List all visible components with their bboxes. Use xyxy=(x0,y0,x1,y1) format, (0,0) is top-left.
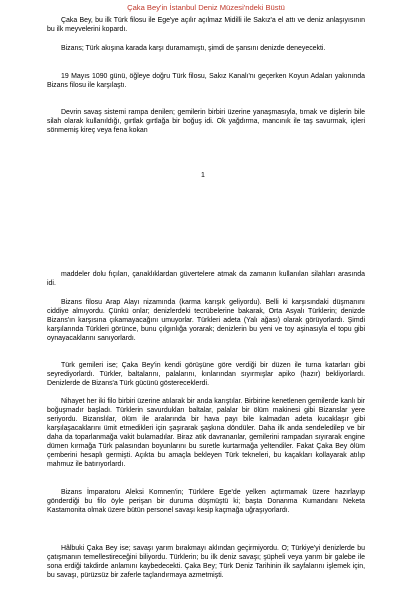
paragraph: Bizans filosu Arap Alayı nizamında (karma karışık geliyordu). Belli ki karşısındaki düşmanını ciddiye almıyordu. Çünkü onlar; denizlerdeki tecrübelerine bakarak, Orta Asyalı Türklerin; denizde Bizans'ın karşısına çıkamayacağını umuyorlar. Türkleri adeta (Yalı ağası) olarak görüyorlardı. Şimdi karşılarında Türkleri görünce, bunu çılgınlığa yorarak; denizlerin bu yeni ve toy aşinasıyla el topu gibi oynayacaklarını sanıyorlardı. xyxy=(47,299,365,342)
page-number: 1 xyxy=(201,172,205,179)
paragraph: Hâlbuki Çaka Bey ise; savaşı yarım bırakmayı aklından geçirmiyordu. O; Türkiye'yi denizlerde bu çatışmanın temellestireceğini biliyordu. Türklerin; bu ilk deniz savaşı; şüpheli veya yarım bir galebe ile sona erdiği takdirde anlamını kaybedecekti. Çaka Bey; Türk Deniz Tarihinin ilk sayfalarını işlemek için, bu savaşı, pürüzsüz bir zaferle taçlandırmaya azmetmişti. xyxy=(47,545,365,579)
paragraph: 19 Mayıs 1090 günü, öğleye doğru Türk filosu, Sakız Kanalı'nı geçerken Koyun Adaları yakınında Bizans filosu ile karşılaştı. xyxy=(47,73,365,89)
paragraph: Bizans; Türk akışına karada karşı duramamıştı, şimdi de şansını denizde deneyecekti. xyxy=(61,45,326,52)
paragraph: Nihayet her iki filo birbiri üzerine atılarak bir anda karıştılar. Birbirine kenetlenen gemilerde kanlı bir boğuşmadır başladı. Türklerin savurdukları baltalar, palalar bir ölüm makinesi gibi Bizanslar yere seriyordu. Bizanslılar, ölüm ile aralarında bir hava payı bile kalmadan adeta kucaklaşır gibi karşılaşacaklarını ümit etmedikleri için şaşırarak şaşkına döndüler. Daha ilk anda sendeledilер ve bir daha da toparlanmağa vakit bulamadılar. Biraz atik davrananlar, gemilerini rampadan sıyırarak engine dümen kırmağa Türk palasından boyunlarını bu suretle kurtarmağa yeltendiler. Fakat Çaka Bey ölüm çemberini hesaplı germişti. Açıkta bu amaçla bekleyen Türk tekneleri, bu kaçakları kollayarak atılıp mahmuz ile batırıyorlardı. xyxy=(47,398,365,468)
paragraph: maddeler dolu fıçıları, çanaklıklardan güvertelere atmak da zamanın kullanılan silahları arasında idi. xyxy=(47,271,365,287)
page-title: Çaka Bey'in İstanbul Deniz Müzesi'ndeki Büstü xyxy=(127,3,285,12)
document-page-1 xyxy=(0,0,412,232)
paragraph: Devrin savaş sistemi rampa denilen; gemilerin birbiri üzerine yanaşmasıyla, tırnak ve dişlerin bile silah olarak kullanıldığı, gırtlak gırtlağa bir boğuş idi. Ok yağdırma, mancınık ile taş savurmak, içleri sönmemiş kireç veya fena kokan xyxy=(47,109,365,134)
paragraph: Çaka Bey, bu ilk Türk filosu ile Ege'ye açılır açılmaz Midilli ile Sakız'a el attı ve deniz anlaşıyısının bu ilk meyvelerini kopardı. xyxy=(47,17,365,33)
document-page-2 xyxy=(0,232,412,600)
paragraph: Bizans İmparatoru Aleksi Komnen'in; Türklere Ege'de yelken açtırmamak üzere hazırlayıp gönderdiği bu filo öyle perişan bir duruma düşmüştü ki; başta Donanma Kumandanı Neketa Kastamonita olmak üzere bütün personel savaşı kesip kaçmağa uğraşıyorlardı. xyxy=(47,489,365,514)
paragraph: Türk gemileri ise; Çaka Bey'in kendi görüşüne göre verdiği bir düzen ile turna katarları gibi seyrediyorlardı. Türkler, baltalarını, palalarını, kınlarından sıyırmışlar apiko (hazır) bekliyorlardı. Denizlerde de Bizans'a Türk gücünü göstereceklerdi. xyxy=(47,362,365,387)
